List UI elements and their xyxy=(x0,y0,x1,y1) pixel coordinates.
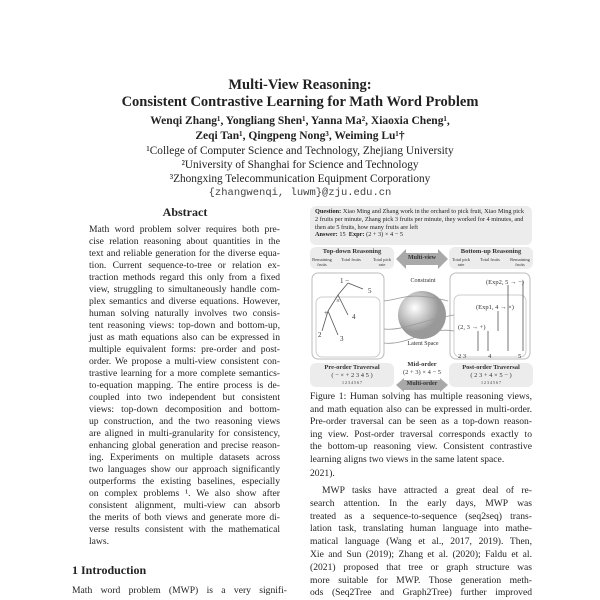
text-line: tion. Current sequence-to-tree or relation ex- xyxy=(89,260,280,271)
intro-heading: 1 Introduction xyxy=(72,563,147,577)
post-order-seq: ( 2 3 + 4 × 5 − ) xyxy=(470,372,512,379)
text-line: ing view. Post-order traversal corresponds exactly to xyxy=(310,428,532,440)
pre-order-index: 1 2 3 4 5 6 7 xyxy=(342,380,362,385)
abstract-heading: Abstract xyxy=(162,205,208,219)
text-line: verse results consistent with the mathematical xyxy=(89,524,280,535)
pre-order-title: Pre-order Traversal xyxy=(324,364,380,371)
text-line: ing. Experiments on multiple datasets across xyxy=(89,452,280,463)
affiliation-1: ¹College of Computer Science and Technology, Zhejiang University xyxy=(146,145,454,157)
text-line: more suitable for MWP. Those generation meth- xyxy=(310,574,532,586)
text-line: traction methods regard this only from a fixed xyxy=(89,272,280,283)
text-line: to-equation mapping. The entire process is de- xyxy=(89,380,280,391)
title-line-2: Consistent Contrastive Learning for Math Word Problem xyxy=(121,94,479,110)
email: {zhangwenqi, luwm}@zju.edu.cn xyxy=(208,187,392,199)
text-line: Math word problem (MWP) is a very signifi- xyxy=(72,585,287,596)
text-line: human solving naturally involves two consis- xyxy=(89,308,280,319)
text-line: multiple equivalent forms: pre-order and post- xyxy=(89,344,280,355)
affiliation-3: ³Zhongxing Telecommunication Equipment Corporationy xyxy=(169,173,431,185)
intro-right-body xyxy=(310,485,532,600)
text-line: just as math equations also can be expressed in xyxy=(89,332,280,343)
bottom-up-box xyxy=(449,247,533,269)
mid-order-title: Mid-order xyxy=(407,361,437,368)
text-line: up construction, and the two reasoning views xyxy=(89,416,280,427)
text-line: trastive learning for a more complete semantics- xyxy=(89,368,280,379)
text-line: consistent alignment, multi-view can absorb xyxy=(89,500,280,511)
authors-line-1: Wenqi Zhang¹, Yongliang Shen¹, Yanna Ma², Xiaoxia Cheng¹, xyxy=(150,115,450,127)
question-box xyxy=(310,206,532,245)
text-line: lation task, translating human language into mathe- xyxy=(310,523,532,535)
text-line: and math equation also can be expressed in multi-order. xyxy=(310,403,532,415)
step: Total pick rate xyxy=(451,257,471,267)
answer-label: Answer: xyxy=(315,231,338,239)
text-line: Figure 1: Human solving has multiple reasoning views, xyxy=(310,391,532,402)
text-line: two languages show our approach significantly xyxy=(89,464,280,475)
text-line: view, struggling to simultaneously handle com- xyxy=(89,284,280,295)
step: Remaining fruits xyxy=(312,257,332,267)
text-line: on complex problems ¹. We also show after xyxy=(89,488,280,499)
text-line: Xie and Sun (2019); Zhang et al. (2020); Faldu et al. xyxy=(310,548,532,560)
title-line-1: Multi-View Reasoning: xyxy=(228,77,372,93)
text-line: views: top-down decomposition and bottom- xyxy=(89,404,280,415)
affiliation-2: ²University of Shanghai for Science and Technology xyxy=(181,159,419,171)
step: Total pick rate xyxy=(372,257,392,267)
latent-space-label: Latent Space xyxy=(407,341,439,347)
tree-node: (Exp2, 5 → −) xyxy=(486,279,524,286)
top-down-title: Top-down Reasoning xyxy=(322,248,382,255)
text-line: (2021) proposed that tree or graph structure was xyxy=(310,561,532,573)
step: Total fruits xyxy=(480,257,500,262)
tree-node: 3 xyxy=(340,335,344,343)
text-line: ods (Seq2Tree and Graph2Tree) further improved xyxy=(310,587,532,599)
text-line: are aligned in multi-granularity for consistency, xyxy=(89,428,280,439)
figure-caption xyxy=(310,391,532,466)
text-line: search attention. In the early days, MWP was xyxy=(310,497,532,509)
text-line: coupled into two independent but consistent xyxy=(89,392,280,403)
tree-node: (2, 3 → +) xyxy=(458,324,486,331)
constraint-label: Constraint xyxy=(410,278,436,284)
bottom-up-title: Bottom-up Reasoning xyxy=(460,248,522,255)
multi-view-label: Multi-view xyxy=(408,255,436,261)
tree-node: 5 xyxy=(368,287,372,295)
figure-1 xyxy=(308,205,534,387)
mid-order-seq: (2 + 3) × 4 − 5 xyxy=(402,369,442,376)
text-line: 2021). xyxy=(310,468,335,479)
question-text: Xiao Ming and Zhang work in the orchard to pick fruit, Xiao Ming pick 2 fruits per minute, Zhang pick 3 fruits per minute, they worked for 4 minutes, and then ate 5 fruits, how many fruits are left xyxy=(315,208,524,231)
right-column-first-line xyxy=(310,468,532,481)
text-line: Math word problem solver requires both pre- xyxy=(89,224,280,235)
multi-order-label: Multi-order xyxy=(406,381,438,387)
text-line: Pre-order traversal can be seen as a top-down reason- xyxy=(310,416,532,427)
question-label: Question: xyxy=(315,208,342,215)
answer-value: 15 xyxy=(339,231,346,239)
text-line: the merits of both views and generate more di- xyxy=(89,512,280,523)
post-order-index: 1 2 3 4 5 6 7 xyxy=(481,380,501,385)
tree-node: 4 xyxy=(488,353,492,360)
text-line: learning aligns two views in the same latent space. xyxy=(310,453,505,465)
text-line: text and reliable generation for the diverse equa- xyxy=(89,248,280,259)
authors-line-2: Zeqi Tan¹, Qingpeng Nong³, Weiming Lu¹† xyxy=(195,130,405,142)
top-down-box xyxy=(310,247,394,269)
text-line: order. We propose a multi-view consistent con- xyxy=(89,356,280,367)
expr-value: (2 + 3) × 4 − 5 xyxy=(366,231,403,239)
tree-node: 4 xyxy=(352,313,356,321)
tree-node: 2 xyxy=(318,331,322,339)
step: Remaining fruits xyxy=(510,257,530,267)
text-line: MWP tasks have attracted a great deal of re- xyxy=(322,485,532,496)
text-line: tent reasoning views: top-down and bottom-up, xyxy=(89,320,280,331)
expr-label: Expr: xyxy=(348,231,365,239)
text-line: plex semantics and diverse equations. However, xyxy=(89,296,280,307)
tree-node: × xyxy=(336,297,340,305)
tree-node: 2 3 xyxy=(458,353,467,360)
intro-body xyxy=(72,585,287,597)
tree-node: 5 xyxy=(518,353,522,360)
text-line: matical language (Wang et al., 2017, 2019). Then, xyxy=(310,536,532,548)
text-line: outperforms the existing baselines, especially xyxy=(89,476,280,487)
text-line: the bottom-up reasoning view. Consistent contrastive xyxy=(310,441,532,452)
text-line: treated as a sequence-to-sequence (seq2seq) trans- xyxy=(310,510,532,522)
tree-node: + xyxy=(324,309,328,317)
tree-node: 1 − xyxy=(340,277,350,285)
step: Total fruits xyxy=(341,257,361,262)
pre-order-seq: ( − × + 2 3 4 5 ) xyxy=(331,372,373,379)
tree-node: (Exp1, 4 → ×) xyxy=(476,304,514,311)
text-line: cise relation reasoning about quantities in the xyxy=(89,236,280,247)
abstract-body xyxy=(89,224,280,548)
post-order-box xyxy=(449,363,533,387)
text-line: laws. xyxy=(89,536,109,547)
post-order-title: Post-order Traversal xyxy=(462,364,520,371)
pre-order-box xyxy=(310,363,394,387)
text-line: enhancing global generation and precise reason- xyxy=(89,440,280,451)
